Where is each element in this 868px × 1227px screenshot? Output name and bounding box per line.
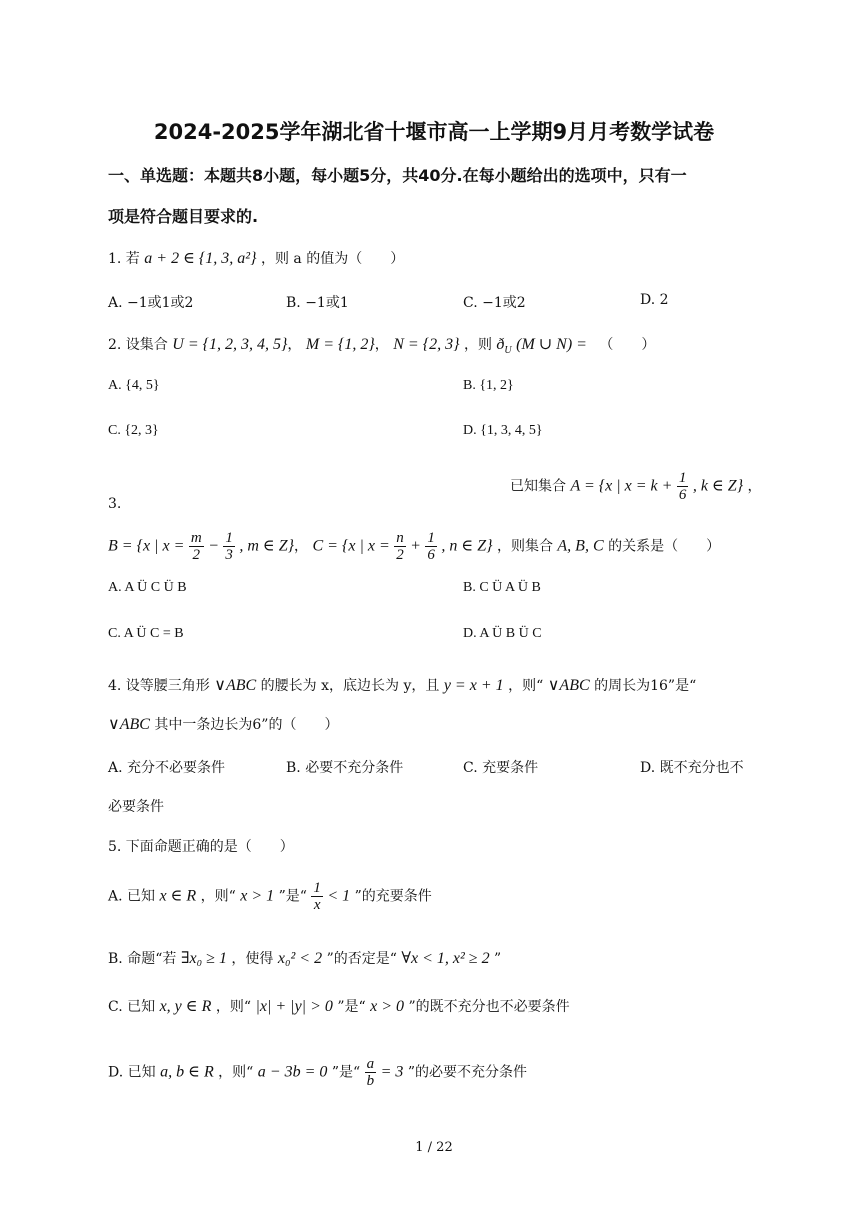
question-4-stem-line1	[108, 675, 696, 695]
question-5-option-c	[108, 996, 570, 1016]
fraction-numerator: 1	[225, 530, 233, 546]
fraction-numerator: 1	[313, 880, 321, 896]
fraction-denominator: x	[313, 897, 321, 913]
question-1-option-b: B. −1或1	[286, 295, 349, 311]
question-3-tail-b: 的关系是（ ）	[608, 538, 721, 555]
question-4-lead: 4. 设等腰三角形	[108, 678, 210, 694]
question-2-complement-sub: U	[504, 344, 512, 356]
question-4-text: 的腰长为 x，底边长为 y，且	[260, 678, 440, 694]
question-5-option-a	[108, 880, 432, 913]
question-4-option-d: D. 既不充分也不	[640, 760, 744, 776]
question-4-option-c: C. 充要条件	[463, 760, 539, 776]
question-2-option-b: B. {1, 2}	[463, 378, 514, 393]
option-c-tail: ”的既不充分也不必要条件	[408, 999, 570, 1015]
fraction-denominator: b	[366, 1073, 375, 1089]
option-c-math-1: x, y ∈ R	[159, 998, 212, 1015]
question-3-a-fraction	[677, 470, 689, 503]
question-2-then: ，则	[463, 337, 492, 353]
option-b-tail: ”	[494, 951, 502, 967]
question-1-option-d: D. 2	[640, 292, 669, 308]
question-1-tail: ，则 a 的值为（ ）	[260, 251, 405, 267]
fraction-numerator: 1	[427, 530, 435, 546]
option-a-lead: A. 已知	[108, 888, 156, 905]
question-3-set-a	[510, 470, 762, 503]
option-d-then: ，则“	[218, 1064, 254, 1081]
option-b-math-3: ∀x < 1, x² ≥ 2	[401, 950, 490, 967]
fraction-numerator: m	[190, 530, 202, 546]
option-b-math-1: ∃x₀ ≥ 1	[180, 950, 227, 967]
question-4-stem-line2	[108, 714, 338, 734]
option-c-math-2: |x| + |y| > 0	[255, 998, 333, 1015]
fraction-numerator: a	[366, 1056, 375, 1072]
question-3-b-fraction-1	[189, 530, 204, 563]
question-3-c-pre: C = {x | x =	[312, 537, 390, 555]
question-4-triangle: ∨ABC	[214, 677, 257, 694]
question-3-option-a: A. A Ü C Ü B	[108, 580, 187, 595]
question-3-option-d: D. A Ü B Ü C	[463, 626, 542, 641]
question-2-complement-symbol: ð	[496, 336, 505, 353]
option-b-negation: ”的否定是“	[326, 951, 397, 967]
page-number: 1 / 22	[415, 1140, 453, 1155]
question-3-c-fraction-2	[425, 530, 437, 563]
question-4-triangle-2: ∨ABC	[547, 677, 590, 694]
option-c-math-3: x > 0	[370, 998, 405, 1015]
question-4-then: ，则“	[508, 678, 544, 694]
page-title: 2024-2025学年湖北省十堰市高一上学期9月月考数学试卷	[153, 120, 715, 144]
question-3-option-c: C. A Ü C = B	[108, 626, 184, 641]
question-2-expression: (M ∪ N) =	[516, 336, 587, 353]
question-4-triangle-3: ∨ABC	[108, 716, 150, 733]
question-1-option-a: A. −1或1或2	[108, 295, 194, 311]
question-4-perimeter: 的周长为16”是“	[594, 678, 697, 694]
question-3-b-post: , m ∈ Z}	[239, 537, 295, 555]
option-d-is: ”是“	[331, 1064, 361, 1081]
question-3-tail-a: ，则集合	[496, 538, 553, 555]
option-d-math-1: a, b ∈ R	[160, 1063, 214, 1081]
option-a-then: ，则“	[200, 888, 236, 905]
question-3-sets-bc: B = {x | x = $\frac{m}{2}$ − $\frac{1}{3}$ , m ∈ Z}， C = {x | x = $\frac{n}{2}$ + $\frac{1}{6}$ , n ∈ Z} ，则集合 A, B, C 的关系是（ ）	[108, 530, 721, 563]
option-c-is: ”是“	[337, 999, 366, 1015]
question-2-option-c: C. {2, 3}	[108, 423, 159, 438]
option-a-tail: ”的充要条件	[354, 888, 432, 905]
fraction-denominator: 2	[192, 547, 200, 563]
question-2-lead: 2. 设集合	[108, 337, 168, 353]
option-d-math-2: a − 3b = 0	[257, 1063, 328, 1081]
option-a-is: ”是“	[278, 888, 307, 905]
question-3-lead: 已知集合	[510, 478, 566, 495]
option-d-fraction	[365, 1056, 377, 1089]
question-5-option-b	[108, 948, 501, 968]
question-3-option-b: B. C Ü A Ü B	[463, 580, 541, 595]
question-3-c-post: , n ∈ Z}	[441, 537, 493, 555]
question-3-tail-math: A, B, C	[557, 537, 604, 555]
option-c-lead: C. 已知	[108, 999, 156, 1015]
question-1-option-c: C. −1或2	[463, 295, 526, 311]
fraction-denominator: 2	[396, 547, 404, 563]
question-2-option-d: D. {1, 3, 4, 5}	[463, 423, 543, 438]
question-2-option-a: A. {4, 5}	[108, 378, 160, 393]
option-b-such-that: ，使得	[231, 951, 274, 967]
option-d-tail: ”的必要不充分条件	[407, 1064, 527, 1081]
question-2-blank: （ ）	[599, 337, 656, 353]
question-3-comma: ，	[747, 478, 762, 495]
question-4-condition: y = x + 1	[443, 677, 504, 694]
question-1-stem	[108, 248, 404, 268]
option-d-equals: = 3	[380, 1063, 404, 1081]
section-heading-line1: 一、单选题：本题共8小题，每小题5分，共40分.在每小题给出的选项中，只有一	[108, 166, 687, 185]
option-b-math-2: x₀² < 2	[277, 950, 323, 967]
question-2-set-n: N = {2, 3}	[393, 336, 460, 353]
question-3-a-post: , k ∈ Z}	[692, 477, 744, 495]
fraction-numerator: n	[396, 530, 404, 546]
question-4-option-a: A. 充分不必要条件	[108, 760, 226, 776]
question-1-math: a + 2 ∈ {1, 3, a²}	[144, 250, 257, 267]
question-4-tail: 其中一条边长为6”的（ ）	[154, 717, 339, 733]
fraction-denominator: 6	[678, 487, 687, 503]
option-a-math-1: x ∈ R	[159, 887, 197, 905]
question-3-a-pre: A = {x | x = k +	[570, 477, 673, 495]
option-a-fraction	[311, 880, 323, 913]
section-heading-line2: 项是符合题目要求的.	[108, 207, 259, 226]
question-5-option-d	[108, 1056, 527, 1089]
fraction-numerator: 1	[678, 470, 687, 486]
question-2-set-u: U = {1, 2, 3, 4, 5}	[172, 336, 288, 353]
question-4-option-b: B. 必要不充分条件	[286, 760, 404, 776]
question-5-stem: 5. 下面命题正确的是（ ）	[108, 839, 294, 855]
question-3-c-fraction-1	[394, 530, 406, 563]
question-4-option-d-continued: 必要条件	[108, 799, 164, 815]
option-c-then: ，则“	[215, 999, 252, 1015]
question-2-stem: 2. 设集合 U = {1, 2, 3, 4, 5}， M = {1, 2}， N = {2, 3} ，则 $ð_U$ (M ∪ N) = （ ）	[108, 336, 656, 356]
question-3-b-fraction-2	[223, 530, 235, 563]
question-3-b-minus: −	[208, 537, 219, 555]
option-b-lead: B. 命题“若	[108, 951, 177, 967]
question-3-b-pre: B = {x | x =	[108, 537, 185, 555]
question-3-c-plus: +	[410, 537, 421, 555]
question-2-set-m: M = {1, 2}	[305, 336, 375, 353]
fraction-denominator: 6	[427, 547, 435, 563]
question-3-number: 3.	[108, 496, 122, 512]
option-a-less-than: < 1	[327, 887, 351, 905]
option-a-math-2: x > 1	[240, 887, 275, 905]
option-d-lead: D. 已知	[108, 1064, 156, 1081]
question-1-lead: 1. 若	[108, 251, 140, 267]
fraction-denominator: 3	[225, 547, 233, 563]
